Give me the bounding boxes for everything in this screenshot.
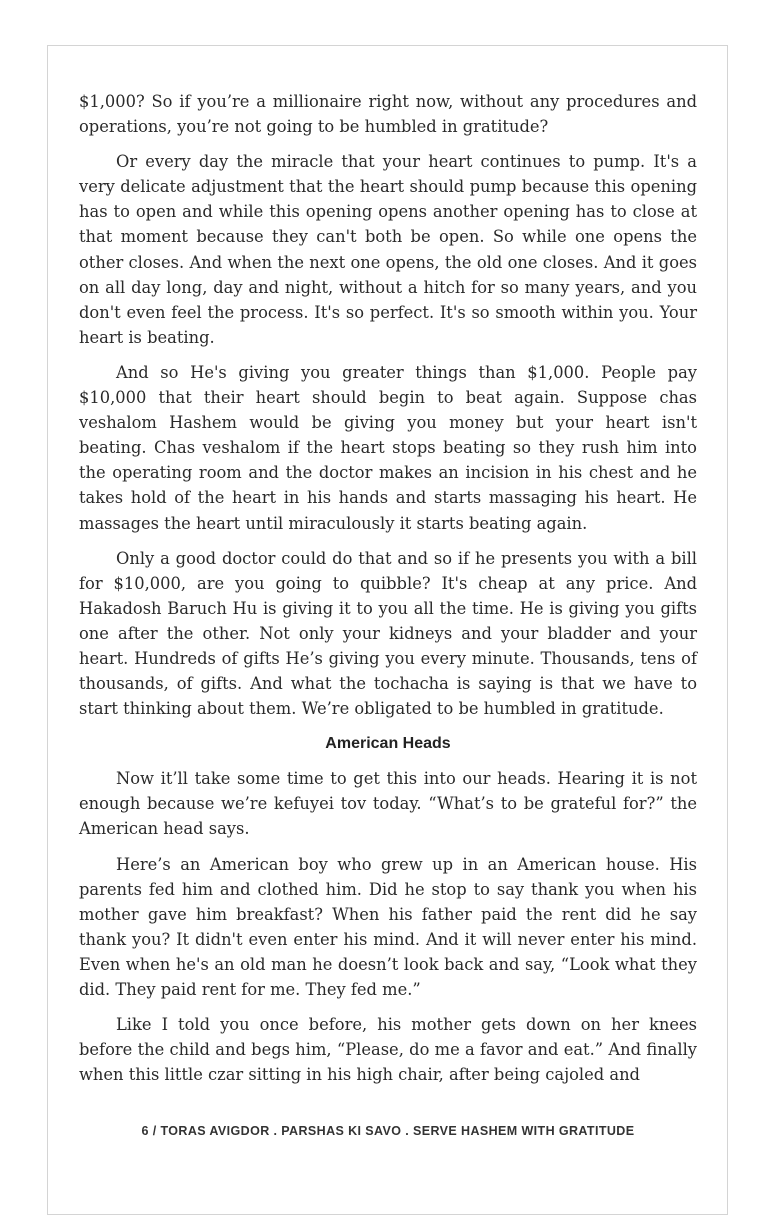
paragraph-good-doctor: Only a good doctor could do that and so if he presents you with a bill for $10,000, are you going to quibble? It's cheap at any price. And Hakadosh Baruch Hu is giving it to you all the time. He is giving you gifts one after the other. Not only your kidneys and your bladder and your heart. Hundreds of gifts He’s giving you every minute. Thousands, tens of thousands, of gifts. And what the tochacha is saying is that we have to start thinking about them. We’re obligated to be humbled in gratitude. [79, 548, 697, 719]
section-heading: American Heads [325, 735, 451, 753]
paragraph-american-boy: Here’s an American boy who grew up in an American house. His parents fed him and clothed him. Did he stop to say thank you when his mother gave him breakfast? When his father paid the rent did he say thank you? It didn't even enter his mind. And it will never enter his mind. Even when he's an old man he doesn’t look back and say, “Look what they did. They paid rent for me. They fed me.” [79, 854, 697, 999]
document-body [79, 89, 697, 1097]
page-footer: 6 / TORAS AVIGDOR . PARSHAS KI SAVO . SERVE HASHEM WITH GRATITUDE [141, 1124, 635, 1138]
paragraph-heart: Or every day the miracle that your heart continues to pump. It's a very delicate adjustment that the heart should pump because this opening has to open and while this opening opens another opening has to close at that moment because they can't both be open. So while one opens the other closes. And when the next one opens, the old one closes. And it goes on all day long, day and night, without a hitch for so many years, and you don't even feel the process. It's so perfect. It's so smooth within you. Your heart is beating. [79, 152, 697, 347]
paragraph-little-czar: Like I told you once before, his mother gets down on her knees before the child and begs him, “Please, do me a favor and eat.” And finally when this little czar sitting in his high chair, after being cajoled and [79, 1015, 697, 1085]
paragraph-greater-things: And so He's giving you greater things than $1,000. People pay $10,000 that their heart should begin to beat again. Suppose chas veshalom Hashem would be giving you money but your heart isn't beating. Chas veshalom if the heart stops beating so they rush him into the operating room and the doctor makes an incision in his chest and he takes hold of the heart in his hands and starts massaging his heart. He massages the heart until miraculously it starts beating again. [79, 362, 697, 533]
paragraph-continued: $1,000? So if you’re a millionaire right now, without any procedures and operations, you’re not going to be humbled in gratitude? [79, 92, 697, 137]
paragraph-into-our-heads: Now it’ll take some time to get this into our heads. Hearing it is not enough because we’re kefuyei tov today. “What’s to be grateful for?” the American head says. [79, 769, 697, 839]
